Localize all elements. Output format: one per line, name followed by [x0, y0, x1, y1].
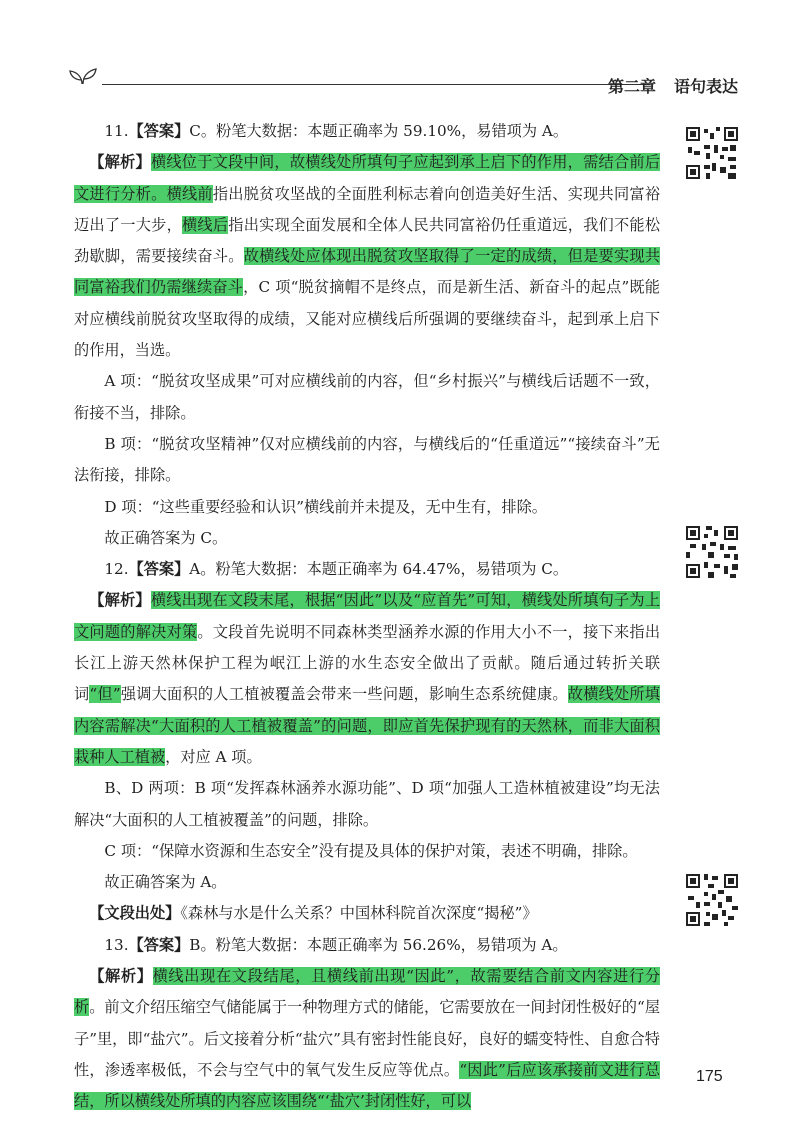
qr-code-icon[interactable]	[684, 125, 740, 181]
q13-number: 13.	[104, 935, 129, 954]
highlight: 故横线处应体现出脱贫攻坚取得了一定的成绩，但是要实现共同富裕我们仍需继续奋斗	[74, 247, 661, 297]
q11-analysis	[74, 147, 660, 366]
highlight: 横线位于文段中间，故横线处所填句子应起到承上启下的作用，需结合前后文进行分析。	[74, 153, 661, 203]
analysis-text: 指出实现全面发展和全体人民共同富裕仍任重道远，我们不能松劲歇脚，需要接续奋斗。	[74, 215, 661, 266]
q11-option-d: D 项：“这些重要经验和认识”横线前并未提及，无中生有，排除。	[104, 497, 547, 516]
analysis-tag: 【解析】	[89, 967, 153, 986]
q12-option-c: C 项：“保障水资源和生态安全”没有提及具体的保护对策，表述不明确，排除。	[104, 841, 638, 860]
highlight: “因此”后应该承接前文进行总结，所以横线处所填的内容应该围绕“‘盐穴’封闭性好，可以	[74, 1060, 661, 1111]
q11-option-b: B 项：“脱贫攻坚精神”仅对应横线前的内容，与横线后的“任重道远”“接续奋斗”无法衔接，排除。	[74, 434, 660, 485]
q12-analysis	[74, 585, 660, 773]
answer-tag: 【答案】	[128, 122, 190, 140]
answer-content	[74, 116, 660, 1118]
q12-option-bd: B、D 两项：B 项“发挥森林涵养水源功能”、D 项“加强人工造林植被建设”均无法解决“大面积的人工植被覆盖”的问题，排除。	[74, 779, 660, 829]
qr-code-icon[interactable]	[684, 524, 740, 580]
highlight: 横线出现在文段末尾，根据“因此”以及“应首先”可知，横线处所填句子为上文问题的解决对策	[74, 591, 661, 641]
analysis-tag: 【解析】	[89, 153, 151, 172]
analysis-text: 。文段首先说明不同森林类型涵养水源的作用大小不一，接下来指出长江上游天然林保护工程为岷江上游的水生态安全做出了贡献。随后通过转折关联词	[74, 622, 661, 704]
section-title: 语句表达	[674, 77, 739, 96]
header-rule	[102, 84, 650, 85]
highlight: 故横线处所填内容需解决“大面积的人工植被覆盖”的问题，即应首先保护现有的天然林，而非大面积栽种人工植被	[74, 685, 661, 766]
source-title: 《森林与水是什么关系？中国林科院首次深度“揭秘”》	[180, 904, 538, 923]
analysis-text: ，对应 A 项。	[165, 747, 262, 766]
q13-analysis	[74, 961, 660, 1117]
analysis-text: 强调大面积的人工植被覆盖会带来一些问题，影响生态系统健康。	[120, 685, 568, 704]
analysis-text: ，C 项“脱贫摘帽不是终点，而是新生活、新奋斗的起点”既能对应横线前脱贫攻坚取得的成绩，又能对应横线后所强调的要继续奋斗，起到承上启下的作用，当选。	[74, 278, 660, 360]
q12-source	[74, 898, 660, 929]
analysis-tag: 【解析】	[89, 591, 151, 610]
q11-number: 11.	[104, 122, 129, 140]
analysis-text: 指出脱贫攻坚战的全面胜利标志着向创造美好生活、实现共同富裕迈出了一大步，	[74, 184, 661, 234]
q11-final-answer: 故正确答案为 C。	[104, 528, 228, 547]
chapter-title	[608, 74, 738, 97]
qr-code-icon[interactable]	[684, 872, 740, 928]
q12-answer-line	[74, 554, 660, 585]
answer-text: B。粉笔大数据：本题正确率为 56.26%，易错项为 A。	[189, 935, 568, 954]
q11-answer-line	[74, 116, 660, 147]
q11-option-a: A 项：“脱贫攻坚成果”可对应横线前的内容，但“乡村振兴”与横线后话题不一致，衔接不当，排除。	[74, 372, 660, 422]
answer-text: C。粉笔大数据：本题正确率为 59.10%，易错项为 A。	[189, 122, 569, 140]
highlight: 横线前	[166, 184, 213, 203]
chapter-number: 第二章	[608, 77, 657, 96]
q12-final-answer: 故正确答案为 A。	[104, 873, 227, 892]
page-header	[60, 64, 750, 104]
answer-text: A。粉笔大数据：本题正确率为 64.47%，易错项为 C。	[189, 560, 569, 579]
q12-number: 12.	[104, 560, 129, 579]
highlight: “但”	[89, 685, 121, 704]
q13-answer-line	[74, 930, 660, 961]
answer-tag: 【答案】	[128, 560, 190, 579]
highlight: 横线出现在文段结尾，且横线前出现“因此”，故需要结合前文内容进行分析	[74, 967, 661, 1017]
analysis-text: 。前文介绍压缩空气储能属于一种物理方式的储能，它需要放在一间封闭性极好的“屋子”里，即“盐穴”。后文接着分析“盐穴”具有密封性能良好，良好的蠕变特性、自愈合特性，渗透率极低，不会与空气中的氧气发生反应等优点。	[74, 998, 661, 1079]
answer-tag: 【答案】	[128, 935, 190, 954]
page-number: 175	[696, 1068, 723, 1085]
source-tag: 【文段出处】	[89, 904, 181, 923]
highlight: 横线后	[182, 215, 229, 234]
sprout-icon	[68, 66, 98, 86]
